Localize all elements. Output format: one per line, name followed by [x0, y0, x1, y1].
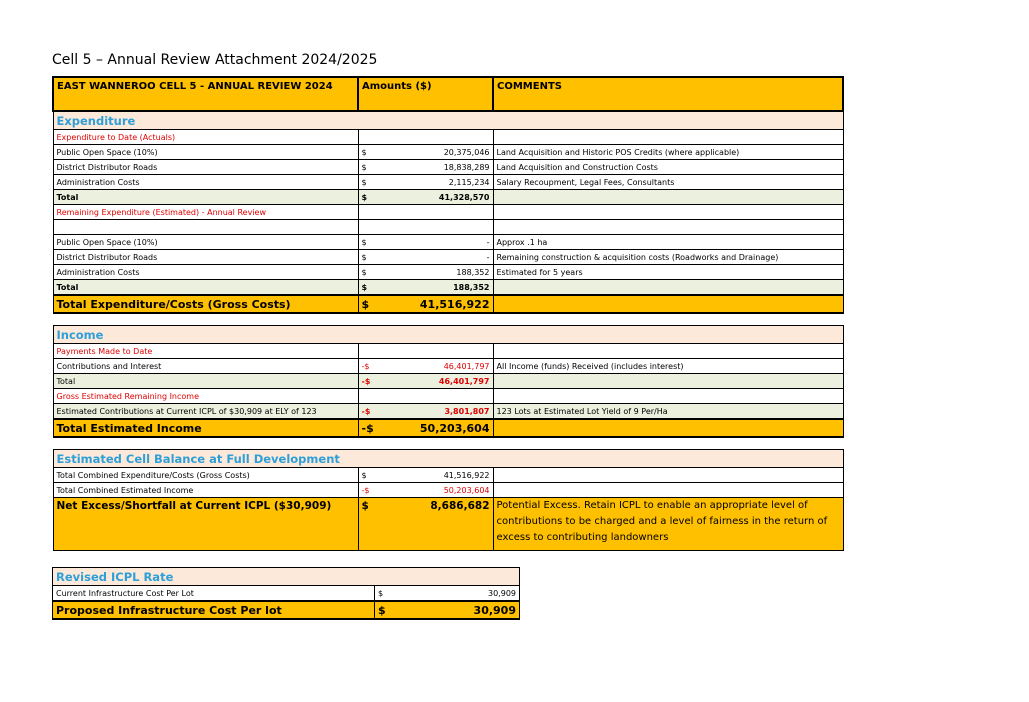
amount: 41,516,922	[443, 470, 490, 480]
amount: -	[486, 237, 490, 247]
actuals-subheading-row	[53, 130, 843, 145]
row-label: Proposed Infrastructure Cost Per lot	[53, 601, 375, 619]
paid-total-row	[53, 374, 843, 389]
amount: 46,401,797	[438, 376, 490, 386]
amount: 46,401,797	[443, 361, 490, 371]
row-label: Total	[53, 190, 358, 205]
row-label: Net Excess/Shortfall at Current ICPL ($30,909)	[53, 498, 358, 551]
spacer-row	[53, 313, 843, 326]
header-comments: COMMENTS	[493, 77, 843, 111]
currency: $	[361, 192, 368, 202]
comment: Land Acquisition and Historic POS Credits (where applicable)	[493, 145, 843, 160]
row-label: District Distributor Roads	[53, 250, 358, 265]
blank-row	[53, 220, 843, 235]
comment: Estimated for 5 years	[493, 265, 843, 280]
table-row	[53, 160, 843, 175]
row-label: District Distributor Roads	[53, 160, 358, 175]
expenditure-heading: Expenditure	[53, 111, 843, 130]
comment: All Income (funds) Received (includes interest)	[493, 359, 843, 374]
amount: 30,909	[488, 588, 516, 598]
amount: -	[486, 252, 490, 262]
table-row	[53, 250, 843, 265]
currency: $	[361, 470, 367, 480]
row-label: Contributions and Interest	[53, 359, 358, 374]
gross-subheading: Gross Estimated Remaining Income	[53, 389, 358, 404]
currency: $	[361, 237, 367, 247]
currency: $	[361, 177, 367, 187]
total-income-row	[53, 419, 843, 437]
paid-subheading-row	[53, 344, 843, 359]
row-label: Total	[53, 374, 358, 389]
gross-subheading-row	[53, 389, 843, 404]
row-label: Current Infrastructure Cost Per Lot	[53, 586, 375, 602]
spacer-row	[53, 437, 843, 450]
row-label: Administration Costs	[53, 265, 358, 280]
currency: $	[378, 588, 384, 598]
currency: $	[361, 162, 367, 172]
header-amounts: Amounts ($)	[358, 77, 493, 111]
currency: -$	[361, 406, 371, 416]
amount: 3,801,807	[444, 406, 490, 416]
comment: Land Acquisition and Construction Costs	[493, 160, 843, 175]
amount: 50,203,604	[443, 485, 490, 495]
net-excess-row	[53, 498, 843, 551]
currency: $	[361, 267, 367, 277]
currency: -$	[361, 485, 370, 495]
currency: $	[361, 500, 369, 512]
actuals-subheading: Expenditure to Date (Actuals)	[53, 130, 358, 145]
currency: $	[361, 252, 367, 262]
comment: 123 Lots at Estimated Lot Yield of 9 Per/Ha	[493, 404, 843, 420]
table-row	[53, 483, 843, 498]
icpl-table	[52, 567, 520, 620]
proposed-icpl-row	[53, 601, 520, 619]
amount: 2,115,234	[448, 177, 490, 187]
balance-heading: Estimated Cell Balance at Full Development	[53, 450, 843, 468]
annual-review-table	[52, 76, 844, 551]
remaining-subheading: Remaining Expenditure (Estimated) - Annual Review	[53, 205, 358, 220]
table-row	[53, 586, 520, 602]
actuals-total-row	[53, 190, 843, 205]
row-label: Total Combined Estimated Income	[53, 483, 358, 498]
amount: 50,203,604	[419, 421, 490, 435]
amount: 20,375,046	[443, 147, 490, 157]
currency: -$	[361, 421, 374, 435]
amount: 41,516,922	[419, 297, 490, 311]
icpl-section	[53, 568, 520, 586]
table-row	[53, 175, 843, 190]
row-label: Public Open Space (10%)	[53, 235, 358, 250]
table-row	[53, 359, 843, 374]
comment: Salary Recoupment, Legal Fees, Consultants	[493, 175, 843, 190]
table-row	[53, 468, 843, 483]
amount: 188,352	[456, 267, 490, 277]
comment: Potential Excess. Retain ICPL to enable an appropriate level of contributions to be charged and a level of fairness in the return of excess to contributing landowners	[493, 498, 843, 551]
amount: 8,686,682	[430, 500, 490, 512]
amount: 18,838,289	[443, 162, 490, 172]
income-heading: Income	[53, 326, 843, 344]
row-label: Public Open Space (10%)	[53, 145, 358, 160]
remaining-total-row	[53, 280, 843, 296]
expenditure-section	[53, 111, 843, 130]
paid-subheading: Payments Made to Date	[53, 344, 358, 359]
currency: $	[361, 282, 368, 292]
currency: $	[361, 297, 370, 311]
table-row	[53, 145, 843, 160]
amount: 188,352	[453, 282, 490, 292]
table-row	[53, 235, 843, 250]
page-title: Cell 5 – Annual Review Attachment 2024/2025	[52, 52, 378, 68]
amount: 41,328,570	[438, 192, 490, 202]
total-expenditure-row	[53, 295, 843, 313]
header-label: EAST WANNEROO CELL 5 - ANNUAL REVIEW 2024	[53, 77, 358, 111]
row-label: Total Estimated Income	[53, 419, 358, 437]
icpl-heading: Revised ICPL Rate	[53, 568, 520, 586]
currency: $	[378, 603, 386, 617]
comment: Approx .1 ha	[493, 235, 843, 250]
currency: $	[361, 147, 367, 157]
row-label: Total Combined Expenditure/Costs (Gross Costs)	[53, 468, 358, 483]
balance-section	[53, 450, 843, 468]
table-row	[53, 265, 843, 280]
currency: -$	[361, 361, 370, 371]
amount: 30,909	[473, 603, 516, 617]
remaining-subheading-row	[53, 205, 843, 220]
row-label: Estimated Contributions at Current ICPL of $30,909 at ELY of 123	[53, 404, 358, 420]
row-label: Total Expenditure/Costs (Gross Costs)	[53, 295, 358, 313]
row-label: Total	[53, 280, 358, 296]
header-row	[53, 77, 843, 111]
income-section	[53, 326, 843, 344]
currency: -$	[361, 376, 371, 386]
estimated-contrib-row	[53, 404, 843, 420]
comment: Remaining construction & acquisition costs (Roadworks and Drainage)	[493, 250, 843, 265]
row-label: Administration Costs	[53, 175, 358, 190]
